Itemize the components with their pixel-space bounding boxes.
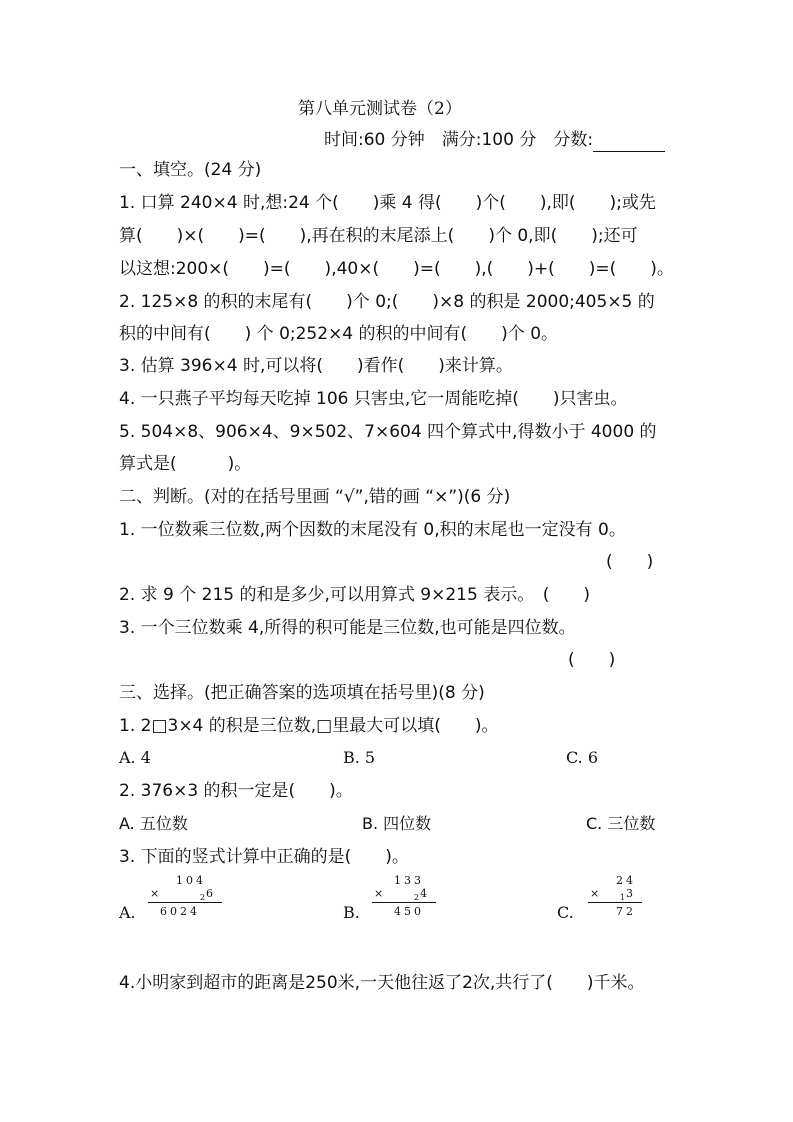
calc-a-top: 104 bbox=[176, 874, 206, 887]
calc-b-sub: 2 bbox=[414, 893, 423, 902]
calc-b-bottom: 4 bbox=[420, 887, 430, 900]
s3-q3-option-b-calc bbox=[368, 874, 440, 922]
s3-q2-option-c[interactable]: C. 三位数 bbox=[586, 814, 656, 833]
calc-c-top: 24 bbox=[616, 874, 636, 887]
calc-a-rule bbox=[148, 902, 222, 903]
section1-heading: 一、填空。(24 分) bbox=[119, 160, 262, 180]
calc-a-bottom: 6 bbox=[206, 887, 216, 900]
calc-b-top: 133 bbox=[394, 874, 424, 887]
s3-q3-option-c-label[interactable]: C. bbox=[557, 903, 574, 922]
exam-info-text: 时间:60 分钟 满分:100 分 分数: bbox=[324, 130, 594, 150]
s3-q2-option-a[interactable]: A. 五位数 bbox=[119, 814, 188, 833]
calc-b-rule bbox=[372, 902, 436, 903]
s1-q2-line2: 积的中间有( ) 个 0;252×4 的积的中间有( )个 0。 bbox=[119, 324, 559, 344]
s2-q2: 2. 求 9 个 215 的和是多少,可以用算式 9×215 表示。 ( ) bbox=[119, 585, 590, 605]
calc-c-result: 72 bbox=[616, 905, 636, 918]
s1-q1-line2: 算( )×( )=( ),再在积的末尾添上( )个 0,即( );还可 bbox=[119, 226, 638, 246]
s1-q3: 3. 估算 396×4 时,可以将( )看作( )来计算。 bbox=[119, 356, 513, 376]
page-title: 第八单元测试卷（2） bbox=[298, 99, 462, 119]
section2-heading: 二、判断。(对的在括号里画 “√”,错的画 “×”)(6 分) bbox=[119, 487, 511, 507]
s3-q1-option-c[interactable]: C. 6 bbox=[566, 748, 599, 767]
calc-c-times: × bbox=[590, 887, 603, 900]
section3-heading: 三、选择。(把正确答案的选项填在括号里)(8 分) bbox=[119, 683, 485, 703]
s3-q3-option-a-label[interactable]: A. bbox=[119, 903, 136, 922]
s1-q1-line3: 以这想:200×( )=( ),40×( )=( ),( )+( )=( )。 bbox=[119, 259, 674, 279]
calc-b-result: 450 bbox=[394, 905, 424, 918]
exam-info bbox=[324, 128, 665, 152]
s1-q5-line2: 算式是( )。 bbox=[119, 454, 252, 474]
calc-c-rule bbox=[588, 902, 642, 903]
calc-b-times: × bbox=[374, 887, 387, 900]
s3-q2: 2. 376×3 的积一定是( )。 bbox=[119, 781, 353, 801]
s2-q1-answer-paren[interactable]: ( ) bbox=[606, 552, 654, 572]
s3-q3-option-b-label[interactable]: B. bbox=[343, 903, 360, 922]
s2-q3-answer-paren[interactable]: ( ) bbox=[568, 650, 616, 670]
score-blank[interactable] bbox=[593, 133, 665, 152]
s2-q3: 3. 一个三位数乘 4,所得的积可能是三位数,也可能是四位数。 bbox=[119, 618, 576, 638]
s3-q3-option-c-calc bbox=[584, 874, 646, 922]
calc-a-sub: 2 bbox=[200, 893, 209, 902]
calc-a-times: × bbox=[150, 887, 163, 900]
s3-q3: 3. 下面的竖式计算中正确的是( )。 bbox=[119, 847, 409, 867]
calc-a-result: 6024 bbox=[160, 905, 200, 918]
s3-q1: 1. 2□3×4 的积是三位数,□里最大可以填( )。 bbox=[119, 716, 499, 736]
s1-q1-line1: 1. 口算 240×4 时,想:24 个( )乘 4 得( )个( ),即( );或先 bbox=[119, 193, 656, 213]
calc-c-sub: 1 bbox=[620, 893, 629, 902]
s2-q1: 1. 一位数乘三位数,两个因数的末尾没有 0,积的末尾也一定没有 0。 bbox=[119, 520, 626, 540]
s1-q4: 4. 一只燕子平均每天吃掉 106 只害虫,它一周能吃掉( )只害虫。 bbox=[119, 389, 628, 409]
s3-q4: 4.小明家到超市的距离是250米,一天他往返了2次,共行了( )千米。 bbox=[119, 973, 645, 993]
s3-q1-option-b[interactable]: B. 5 bbox=[343, 748, 376, 767]
s3-q2-option-b[interactable]: B. 四位数 bbox=[362, 814, 432, 833]
s3-q1-option-a[interactable]: A. 4 bbox=[119, 748, 151, 767]
s1-q2-line1: 2. 125×8 的积的末尾有( )个 0;( )×8 的积是 2000;405×5 的 bbox=[119, 292, 655, 312]
s1-q5-line1: 5. 504×8、906×4、9×502、7×604 四个算式中,得数小于 4000 的 bbox=[119, 422, 657, 442]
s3-q3-option-a-calc bbox=[144, 874, 224, 922]
calc-c-bottom: 3 bbox=[626, 887, 636, 900]
